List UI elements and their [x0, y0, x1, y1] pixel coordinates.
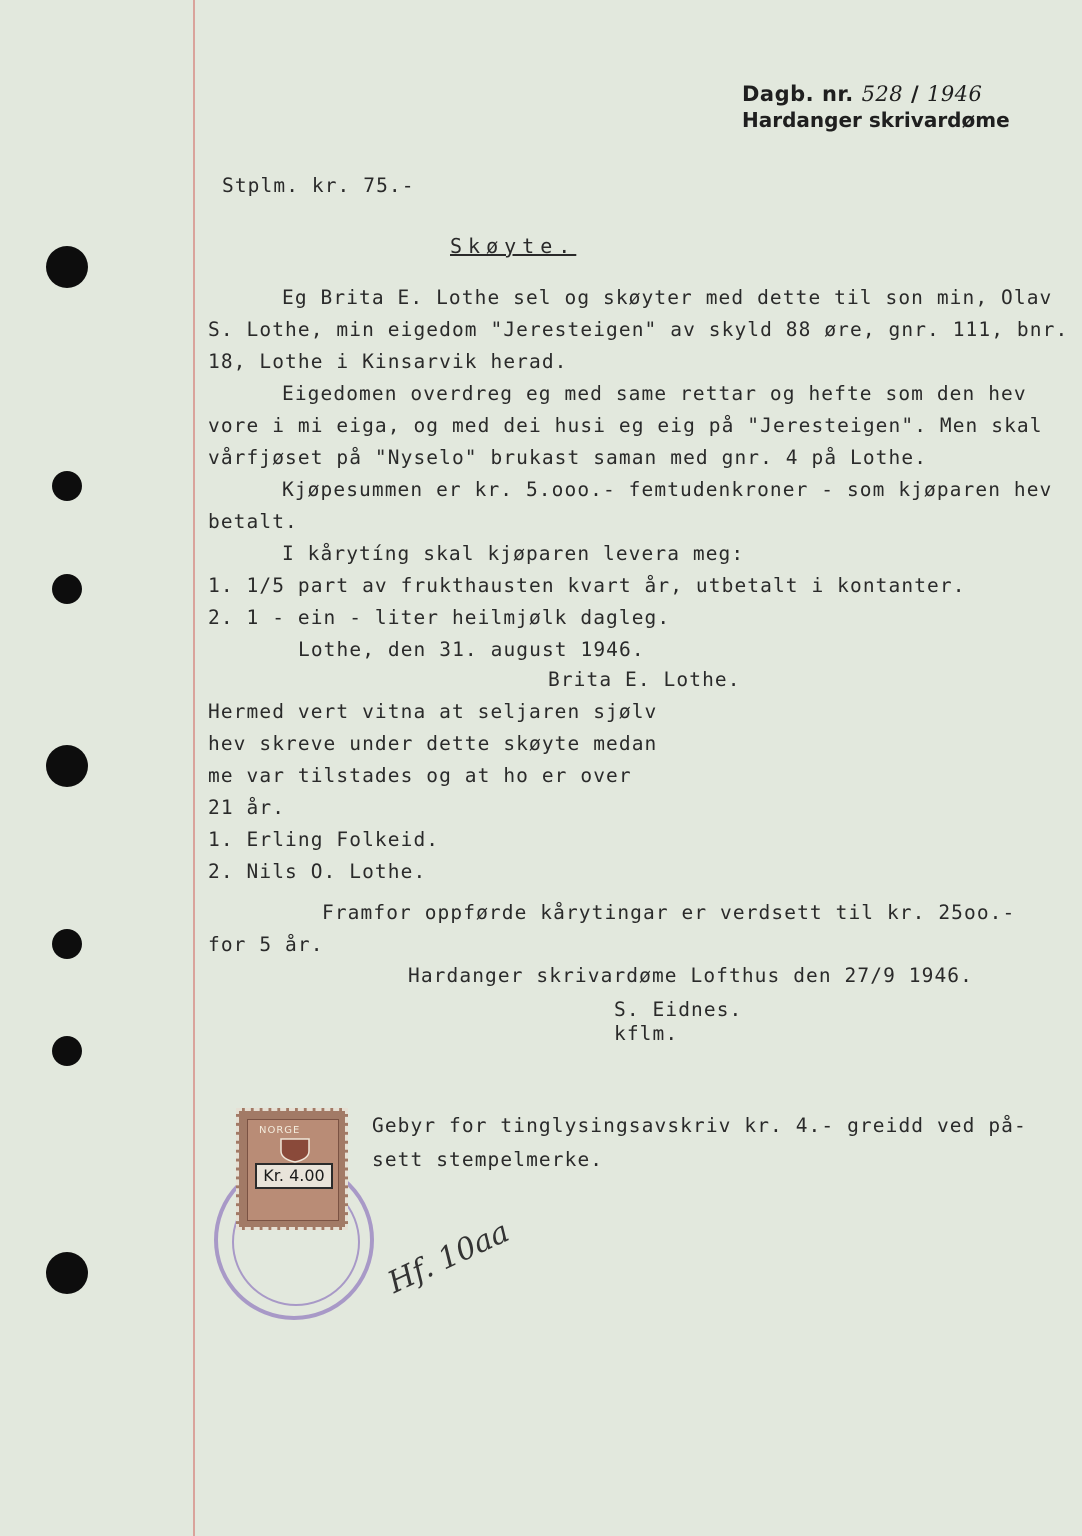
body-line: Brita E. Lothe. — [548, 668, 741, 691]
punch-hole — [52, 471, 82, 501]
fee-note-line: sett stempelmerke. — [372, 1148, 604, 1171]
punch-hole — [52, 574, 82, 604]
document-title: Skøyte. — [450, 234, 577, 258]
body-line: Eigedomen overdreg eg med same rettar og hefte som den hev — [282, 382, 1027, 405]
body-line: S. Lothe, min eigedom "Jeresteigen" av skyld 88 øre, gnr. 111, bnr. — [208, 318, 1069, 341]
body-line: 1. Erling Folkeid. — [208, 828, 440, 851]
handwritten-signature: Hf. 10aa — [382, 1214, 515, 1301]
body-line: hev skreve under dette skøyte medan — [208, 732, 658, 755]
punch-hole — [46, 1252, 88, 1294]
body-line: Lothe, den 31. august 1946. — [298, 638, 645, 661]
punch-hole — [46, 246, 88, 288]
body-line: Hardanger skrivardøme Lofthus den 27/9 1946. — [408, 964, 973, 987]
body-line: vårfjøset på "Nyselo" brukast saman med gnr. 4 på Lothe. — [208, 446, 928, 469]
registry-year: 1946 — [926, 82, 983, 106]
registry-stamp: Dagb. nr. 528 / 1946 — [742, 82, 983, 106]
registry-office: Hardanger skrivardøme — [742, 108, 1010, 132]
registry-label: Dagb. nr. — [742, 82, 854, 106]
body-line: 1. 1/5 part av frukthausten kvart år, utbetalt i kontanter. — [208, 574, 966, 597]
body-line: Hermed vert vitna at seljaren sjølv — [208, 700, 658, 723]
body-line: 2. 1 - ein - liter heilmjølk dagleg. — [208, 606, 671, 629]
body-line: kflm. — [614, 1022, 679, 1045]
body-line: S. Eidnes. — [614, 998, 743, 1021]
punch-hole — [46, 745, 88, 787]
revenue-stamp-country: NORGE — [259, 1125, 301, 1136]
coat-of-arms-icon — [277, 1137, 313, 1163]
body-line: I kårytíng skal kjøparen levera meg: — [282, 542, 745, 565]
body-line: Kjøpesummen er kr. 5.ooo.- femtudenkroner - som kjøparen hev — [282, 478, 1053, 501]
body-line: me var tilstades og at ho er over — [208, 764, 632, 787]
body-line: betalt. — [208, 510, 298, 533]
fee-note-line: Gebyr for tinglysingsavskriv kr. 4.- greidd ved på- — [372, 1114, 1027, 1137]
punch-hole — [52, 1036, 82, 1066]
body-line: Framfor oppførde kårytingar er verdsett til kr. 25oo.- — [322, 901, 1016, 924]
body-line: Eg Brita E. Lothe sel og skøyter med dette til son min, Olav — [282, 286, 1053, 309]
revenue-stamp-value: Kr. 4.00 — [255, 1163, 333, 1189]
revenue-stamp — [236, 1108, 348, 1230]
body-line: 2. Nils O. Lothe. — [208, 860, 427, 883]
punch-hole — [52, 929, 82, 959]
stamp-fee-line: Stplm. kr. 75.- — [222, 174, 415, 197]
margin-line — [193, 0, 195, 1536]
body-line: 18, Lothe i Kinsarvik herad. — [208, 350, 568, 373]
body-line: 21 år. — [208, 796, 286, 819]
registry-number: 528 — [861, 82, 904, 106]
body-line: vore i mi eiga, og med dei husi eg eig på "Jeresteigen". Men skal — [208, 414, 1043, 437]
body-line: for 5 år. — [208, 933, 324, 956]
